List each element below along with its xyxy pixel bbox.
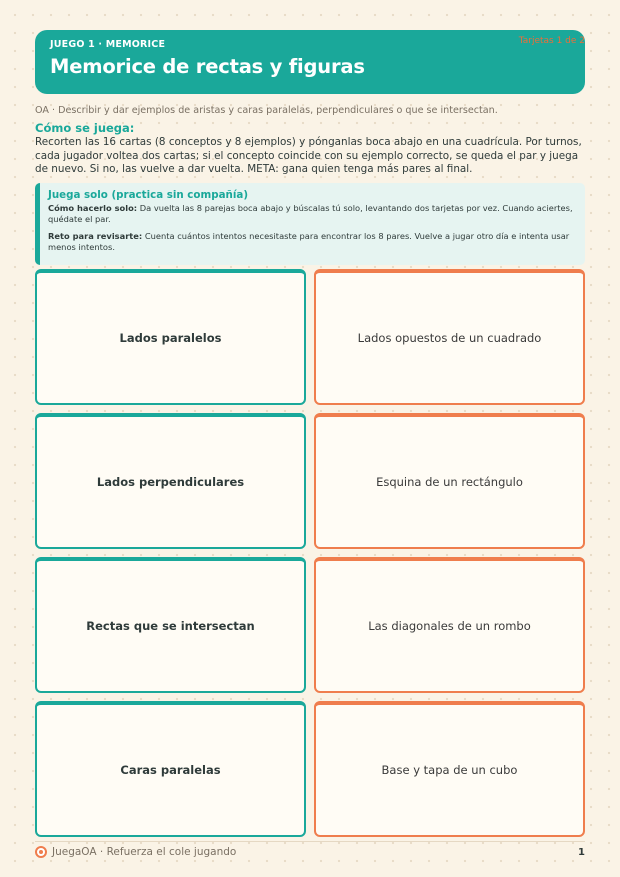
card-grid — [35, 269, 585, 837]
concept-card: Lados paralelos — [35, 269, 306, 405]
solo-how-line — [48, 203, 575, 226]
example-card: Lados opuestos de un cuadrado — [314, 269, 585, 405]
example-card: Esquina de un rectángulo — [314, 413, 585, 549]
example-card: Las diagonales de un rombo — [314, 557, 585, 693]
page-title: Memorice de rectas y figuras — [50, 55, 365, 78]
solo-challenge-line — [48, 231, 575, 254]
concept-card: Lados perpendiculares — [35, 413, 306, 549]
solo-heading: Juega solo (practica sin compañía) — [48, 188, 249, 201]
page-header — [35, 30, 585, 94]
solo-how-text: Da vuelta las 8 parejas boca abajo y búscalas tú solo, levantando dos tarjetas por vez. Cuando aciertes, quédate el par. — [48, 202, 573, 225]
howto-heading: Cómo se juega: — [35, 121, 135, 135]
footer-brand: JuegaOA · Refuerza el cole jugando — [52, 846, 237, 858]
brand-logo-icon — [35, 846, 47, 858]
solo-how-label: Cómo hacerlo solo: — [48, 202, 138, 213]
page — [35, 30, 585, 265]
page-footer — [35, 841, 585, 858]
concept-card: Rectas que se intersectan — [35, 557, 306, 693]
example-card: Base y tapa de un cubo — [314, 701, 585, 837]
solo-challenge-label: Reto para revisarte: — [48, 230, 143, 241]
game-kicker: JUEGO 1 · MEMORICE — [50, 39, 166, 50]
learning-objective: OA · Describir y dar ejemplos de aristas y caras paralelas, perpendiculares o que se intersectan. — [35, 105, 498, 116]
solo-callout — [35, 183, 585, 265]
concept-card: Caras paralelas — [35, 701, 306, 837]
howto-text: Recorten las 16 cartas (8 conceptos y 8 ejemplos) y pónganlas boca abajo en una cuadrícula. Por turnos, cada jugador voltea dos cartas; si el concepto coincide con su ejemplo correcto, se queda el par y juega de nuevo. Si no, las vuelve a dar vuelta. META: gana quien tenga más pares al final. — [35, 136, 582, 176]
card-set-stamp: Tarjetas 1 de 2 — [518, 36, 585, 46]
solo-challenge-text: Cuenta cuántos intentos necesitaste para encontrar los 8 pares. Vuelve a jugar otro día e intenta usar menos intentos. — [48, 230, 570, 252]
page-number: 1 — [578, 846, 585, 858]
